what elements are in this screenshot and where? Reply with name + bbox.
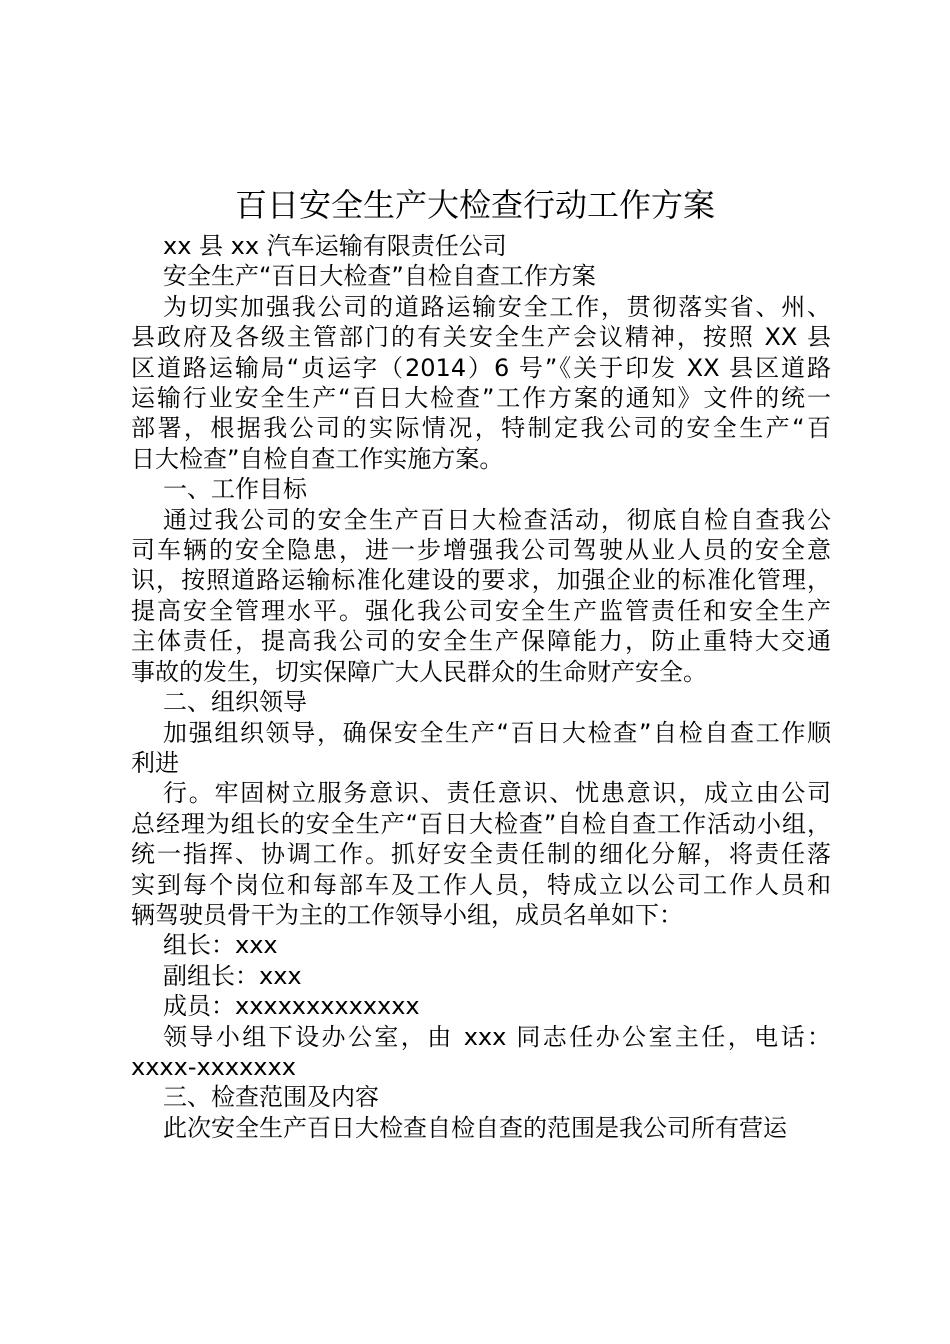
document-body — [131, 231, 831, 1143]
text-line: 利进 — [131, 748, 179, 777]
paragraph — [131, 991, 831, 1021]
text-line: 加强组织领导，确保安全生产“百日大检查”自检自查工作顺 — [163, 718, 831, 747]
text-line: 提高安全管理水平。强化我公司安全生产监管责任和安全生产 — [131, 596, 831, 625]
text-line: 为切实加强我公司的道路运输安全工作，贯彻落实省、州、 — [163, 292, 831, 321]
paragraph — [131, 292, 831, 474]
text-line: 识，按照道路运输标准化建设的要求，加强企业的标准化管理， — [131, 566, 831, 595]
text-line: xxxx-xxxxxxx — [131, 1052, 296, 1081]
text-line: 此次安全生产百日大检查自检自查的范围是我公司所有营运 — [163, 1113, 787, 1142]
text-line: 一、工作目标 — [163, 475, 307, 504]
text-line: 总经理为组长的安全生产“百日大检查”自检自查工作活动小组， — [131, 809, 831, 838]
text-line: 县政府及各级主管部门的有关安全生产会议精神，按照 XX 县 — [131, 323, 831, 352]
paragraph — [131, 687, 831, 717]
text-line: 统一指挥、协调工作。抓好安全责任制的细化分解，将责任落 — [131, 840, 831, 869]
paragraph — [131, 718, 831, 779]
paragraph — [131, 930, 831, 960]
text-line: 三、检查范围及内容 — [163, 1083, 379, 1112]
text-line: 日大检查”自检自查工作实施方案。 — [131, 444, 504, 473]
text-line: 区道路运输局“贞运字（2014）6 号”《关于印发 XX 县区道路 — [131, 353, 831, 382]
text-line: 部署，根据我公司的实际情况，特制定我公司的安全生产“百 — [131, 414, 831, 443]
paragraph — [131, 505, 831, 687]
text-line: 成员：xxxxxxxxxxxxx — [163, 992, 420, 1021]
paragraph — [131, 1022, 831, 1083]
text-line: 司车辆的安全隐患，进一步增强我公司驾驶从业人员的安全意 — [131, 536, 831, 565]
text-line: 二、组织领导 — [163, 688, 307, 717]
text-line: 行。牢固树立服务意识、责任意识、忧患意识，成立由公司 — [163, 779, 831, 808]
text-line: xx 县 xx 汽车运输有限责任公司 — [163, 232, 507, 260]
document-title: 百日安全生产大检查行动工作方案 — [234, 186, 715, 224]
paragraph — [131, 778, 831, 930]
paragraph — [131, 1113, 831, 1143]
text-line: 通过我公司的安全生产百日大检查活动，彻底自检自查我公 — [163, 505, 831, 534]
paragraph — [131, 1082, 831, 1112]
paragraph — [131, 961, 831, 991]
text-line: 组长：xxx — [163, 931, 278, 960]
paragraph — [131, 231, 831, 261]
text-line: 辆驾驶员骨干为主的工作领导小组，成员名单如下： — [131, 900, 683, 929]
text-line: 安全生产“百日大检查”自检自查工作方案 — [163, 262, 596, 291]
text-line: 副组长：xxx — [163, 961, 302, 990]
text-line: 实到每个岗位和每部车及工作人员，特成立以公司工作人员和 — [131, 870, 831, 899]
text-line: 主体责任，提高我公司的安全生产保障能力，防止重特大交通 — [131, 627, 831, 656]
text-line: 运输行业安全生产“百日大检查”工作方案的通知》文件的统一 — [131, 384, 831, 413]
paragraph — [131, 261, 831, 291]
text-line: 领导小组下设办公室，由 xxx 同志任办公室主任，电话： — [163, 1022, 831, 1051]
paragraph — [131, 474, 831, 504]
text-line: 事故的发生，切实保障广大人民群众的生命财产安全。 — [131, 657, 707, 686]
